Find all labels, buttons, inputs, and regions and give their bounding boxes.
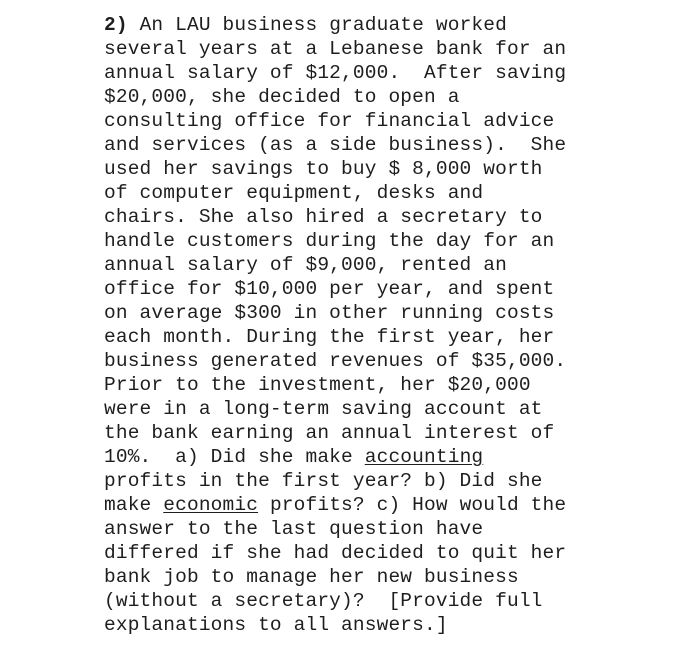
question-line: on average $300 in other running costs <box>104 302 555 324</box>
question-line: each month. During the first year, her <box>104 326 555 348</box>
question-line <box>104 493 694 517</box>
question-number: 2) <box>104 14 128 36</box>
question-line: were in a long-term saving account at <box>104 398 543 420</box>
question-line: several years at a Lebanese bank for an <box>104 38 567 60</box>
question-line: Prior to the investment, her $20,000 <box>104 374 531 396</box>
question-line: business generated revenues of $35,000. <box>104 350 567 372</box>
question-text: profits? c) How would the <box>258 494 567 516</box>
question-text: make <box>104 494 164 516</box>
question-line: the bank earning an annual interest of <box>104 422 555 444</box>
question-line: office for $10,000 per year, and spent <box>104 278 555 300</box>
question-line: profits in the first year? b) Did she <box>104 470 543 492</box>
question-line: handle customers during the day for an <box>104 230 555 252</box>
question-text: An LAU business graduate worked <box>127 14 507 36</box>
question-line: used her savings to buy $ 8,000 worth <box>104 158 543 180</box>
question-line: bank job to manage her new business <box>104 566 519 588</box>
underlined-term-accounting: accounting <box>364 446 484 468</box>
question-line: annual salary of $9,000, rented an <box>104 254 507 276</box>
question-line: chairs. She also hired a secretary to <box>104 206 543 228</box>
question-line: $20,000, she decided to open a <box>104 86 460 108</box>
question-line: consulting office for financial advice <box>104 110 555 132</box>
question-line: explanations to all answers.] <box>104 614 448 636</box>
question-line <box>104 445 694 469</box>
question-line: (without a secretary)? [Provide full <box>104 590 543 612</box>
question-line: of computer equipment, desks and <box>104 182 484 204</box>
question-line: and services (as a side business). She <box>104 134 567 156</box>
question-line: differed if she had decided to quit her <box>104 542 567 564</box>
underlined-term-economic: economic <box>163 494 259 516</box>
question-line <box>104 13 694 37</box>
question-line: answer to the last question have <box>104 518 484 540</box>
question-text: 10%. a) Did she make <box>104 446 365 468</box>
question-text-block <box>104 13 694 637</box>
question-line: annual salary of $12,000. After saving <box>104 62 567 84</box>
